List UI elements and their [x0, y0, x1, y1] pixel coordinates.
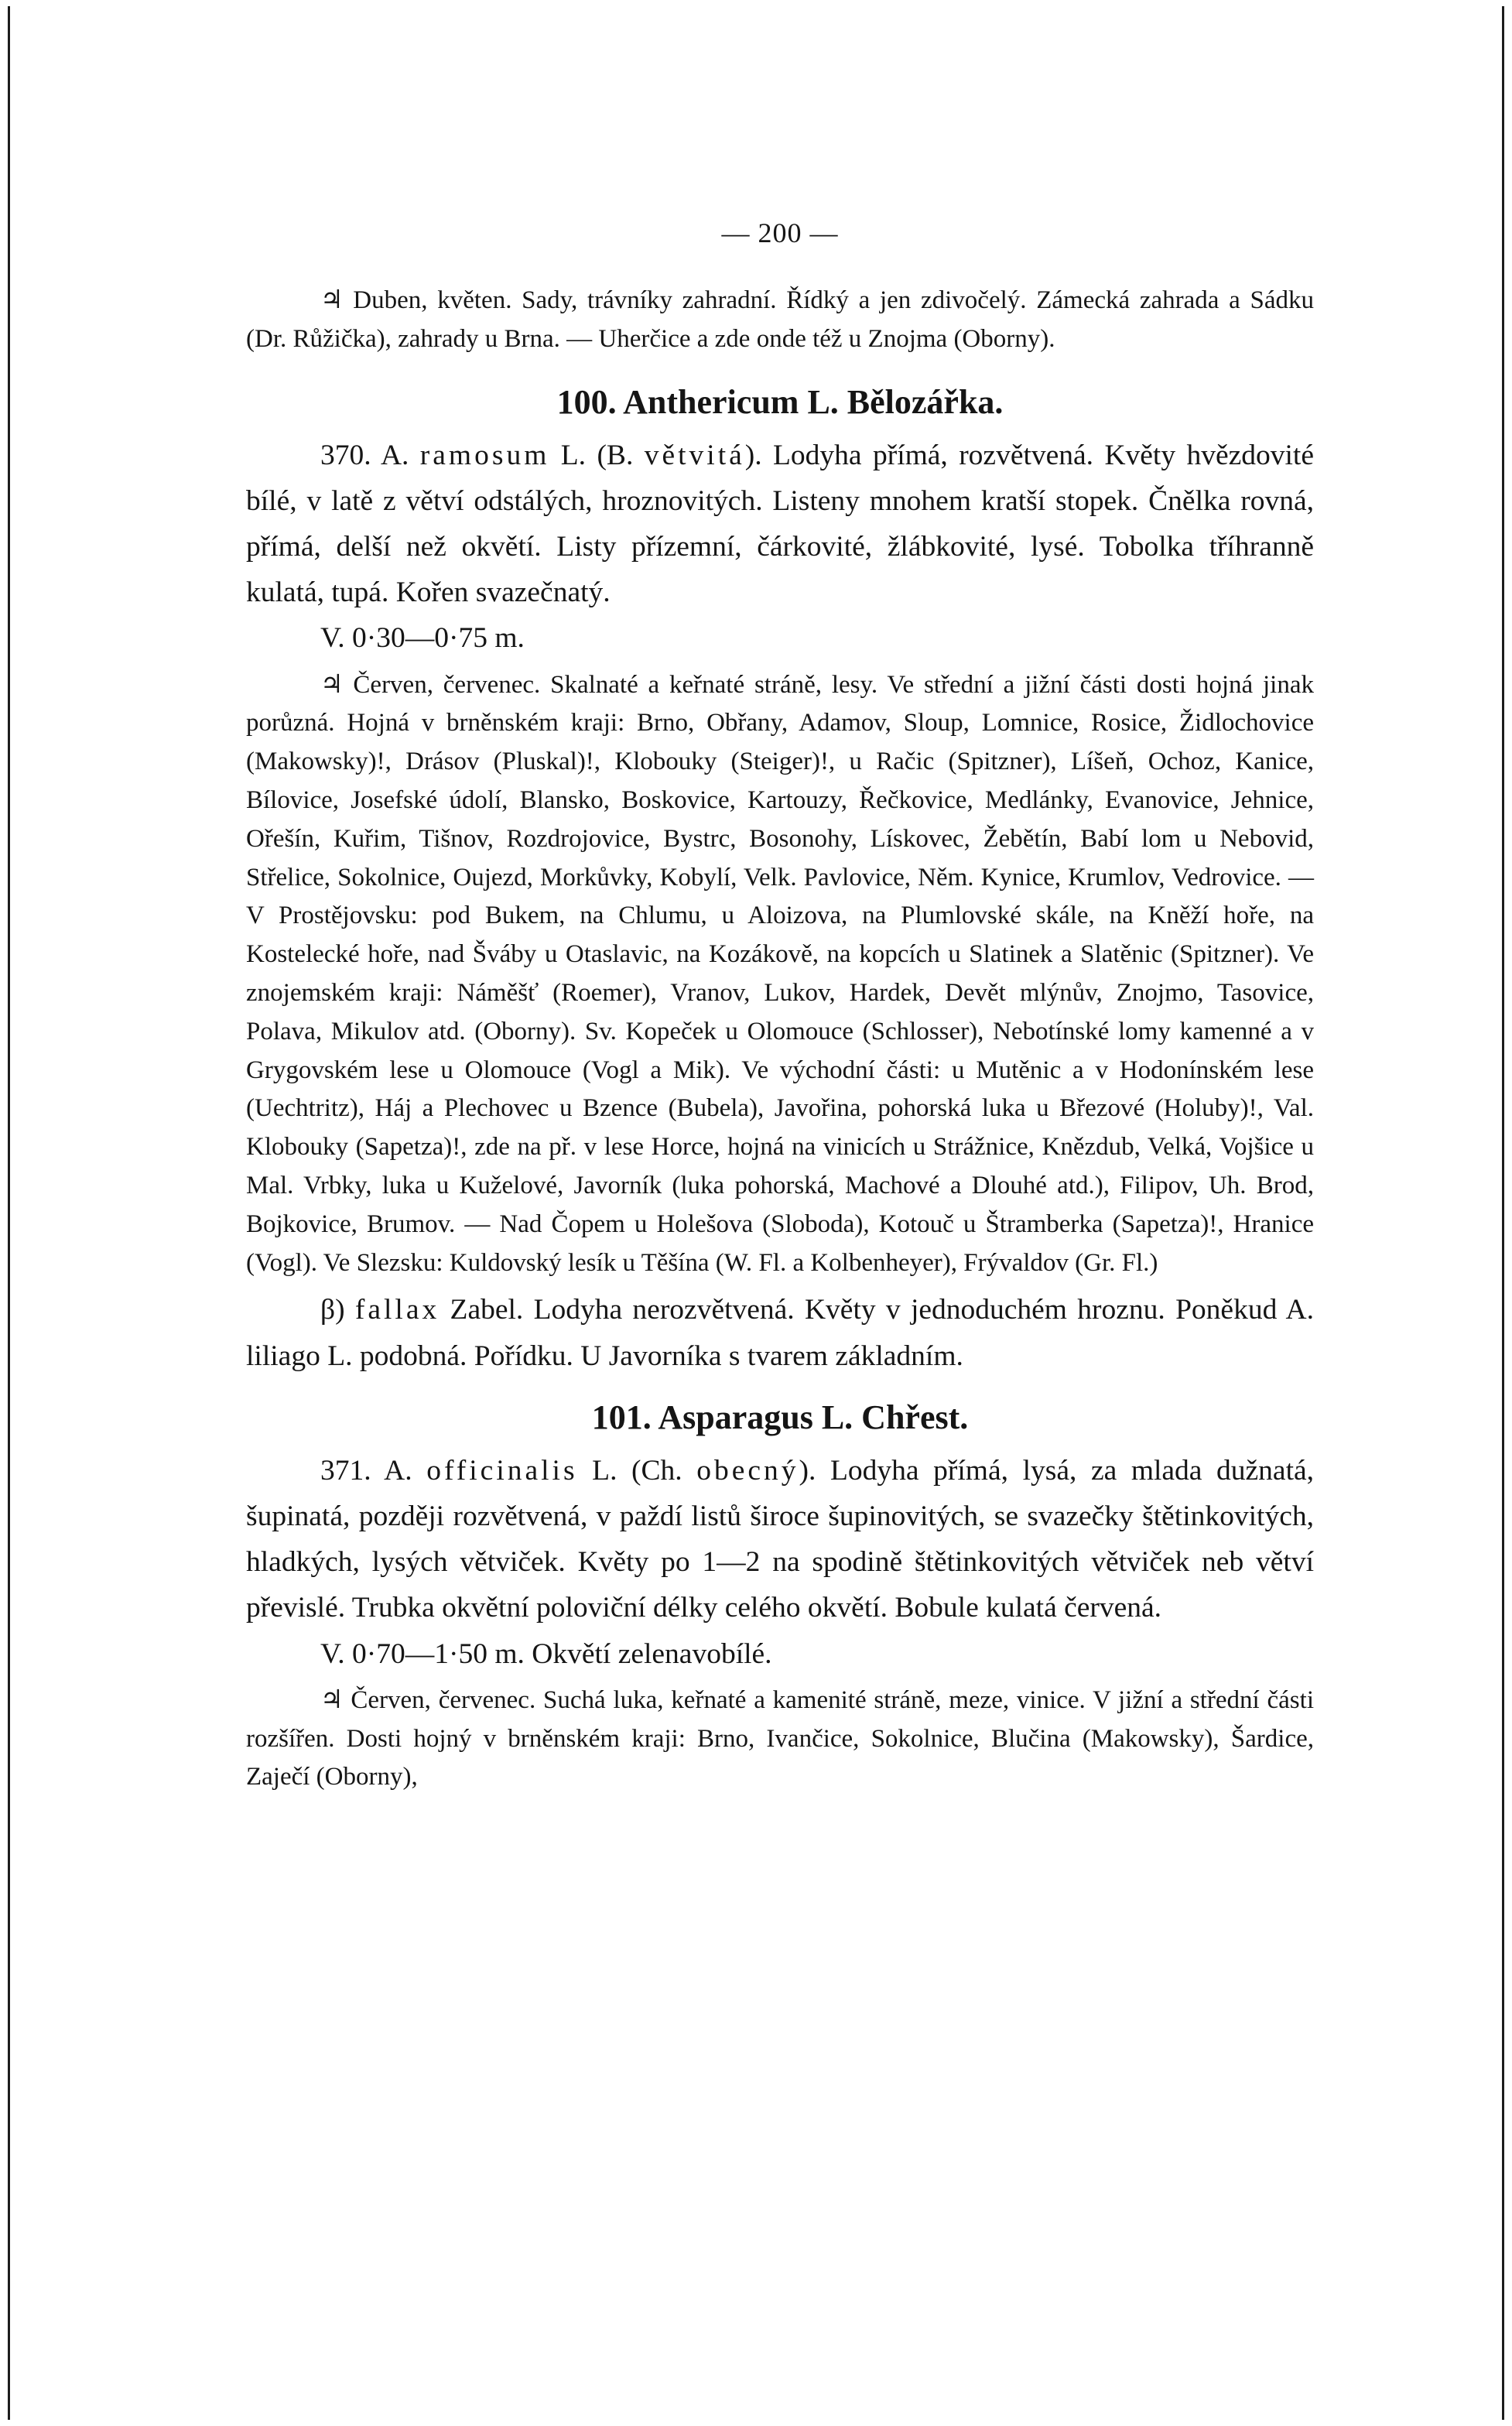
species-370-czech-epithet: větvitá	[644, 439, 745, 471]
species-371-author: L. (Ch.	[592, 1454, 682, 1487]
variety-beta-paragraph	[246, 1287, 1314, 1378]
intro-paragraph: ♃ Duben, květen. Sady, trávníky zahradní. Řídký a jen zdivočelý. Zámecká zahrada a Sádku (Dr. Růžička), zahrady u Brna. — Uherčice a zde onde též u Znojma (Oborny).	[246, 286, 1314, 353]
species-370-size: V. 0·30—0·75 m.	[320, 622, 525, 655]
species-370-text: ). Lodyha přímá, rozvětvená. Květy hvězdovité bílé, v latě z větví odstálých, hroznovitých. Listeny mnohem kratší stopek. Čnělka rovná, přímá, delší než okvětí. Listy přízemní, čárkovité, žlábkovité, lysé. Tobolka tříhranně kulatá, tupá. Kořen svazečnatý.	[246, 439, 1314, 609]
genus-heading-asparagus: 101. Asparagus L. Chřest.	[591, 1398, 969, 1436]
species-371-czech-epithet: obecný	[696, 1454, 799, 1487]
species-371-size: V. 0·70—1·50 m. Okvětí zelenavobílé.	[320, 1637, 772, 1670]
page-content	[246, 217, 1314, 1797]
species-370-epithet: ramosum	[419, 439, 550, 471]
species-370-author: L. (B.	[560, 439, 634, 471]
species-371-text: ). Lodyha přímá, lysá, za mlada dužnatá, šupinatá, později rozvětvená, v paždí listů široce šupinovitých, se svazečky štětinkovitých, hladkých, lysých větviček. Květy po 1—2 na spodině štětinkovitých větviček neb větví převislé. Trubka okvětní poloviční délky celého okvětí. Bobule kulatá červená.	[246, 1454, 1315, 1624]
species-371-epithet: officinalis	[426, 1454, 578, 1487]
variety-beta-name: fallax	[354, 1294, 440, 1326]
genus-heading-anthericum: 100. Anthericum L. Bělozářka.	[556, 382, 1004, 421]
species-371-distribution: ♃ Červen, červenec. Suchá luka, keřnaté a kamenité stráně, meze, vinice. V jižní a střední části rozšířen. Dosti hojný v brněnském kraji: Brno, Ivančice, Sokolnice, Blučina (Makowsky), Šardice, Zaječí (Oborny),	[246, 1685, 1314, 1791]
species-370-distribution: ♃ Červen, červenec. Skalnaté a keřnaté stráně, lesy. Ve střední a jižní části dosti hojná jinak porůzná. Hojná v brněnském kraji: Brno, Obřany, Adamov, Sloup, Lomnice, Rosice, Židlochovice (Makowsky)!, Drásov (Pluskal)!, Klobouky (Steiger)!, u Račic (Spitzner), Líšeň, Ochoz, Kanice, Bílovice, Josefské údolí, Blansko, Boskovice, Kartouzy, Řečkovice, Medlánky, Evanovice, Jehnice, Ořešín, Kuřim, Tišnov, Rozdrojovice, Bystrc, Bosonohy, Lískovec, Žebětín, Babí lom u Nebovid, Střelice, Sokolnice, Oujezd, Morkůvky, Kobylí, Velk. Pavlovice, Něm. Kynice, Krumlov, Vedrovice. — V Prostějovsku: pod Bukem, na Chlumu, u Aloizova, na Plumlovské skále, na Kněží hoře, na Kostelecké hoře, nad Šváby u Otaslavic, na Kozákově, na kopcích u Slatinek a Slatěnic (Spitzner). Ve znojemském kraji: Náměšť (Roemer), Vranov, Lukov, Hardek, Devět mlýnův, Znojmo, Tasovice, Polava, Mikulov atd. (Oborny). Sv. Kopeček u Olomouce (Schlosser), Nebotínské lomy kamenné a v Grygovském lese u Olomouce (Vogl a Mik). Ve východní části: u Mutěnic a v Hodonínském lese (Uechtritz), Háj a Plechovec u Bzence (Bubela), Javořina, pohorská luka u Březové (Holuby)!, Val. Klobouky (Sapetza)!, zde na př. v lese Horce, hojná na vinicích u Strážnice, Knězdub, Velká, Vojšice u Mal. Vrbky, luka u Kuželové, Javorník (luka pohorská, Machové a Dlouhé atd.), Filipov, Uh. Brod, Bojkovice, Brumov. — Nad Čopem u Holešova (Sloboda), Kotouč u Štramberka (Sapetza)!, Hranice (Vogl). Ve Slezsku: Kuldovský lesík u Těšína (W. Fl. a Kolbenheyer), Frývaldov (Gr. Fl.)	[246, 670, 1314, 1277]
species-370-number: 370. A.	[320, 439, 409, 471]
variety-beta-text: Zabel. Lodyha nerozvětvená. Květy v jednoduchém hroznu. Poněkud A. liliago L. podobná. Pořídku. U Javorníka s tvarem základním.	[246, 1294, 1314, 1372]
variety-beta-label: β)	[320, 1294, 345, 1326]
species-371-description	[246, 1448, 1314, 1631]
species-370-description	[246, 433, 1314, 616]
page-number: — 200 —	[721, 217, 839, 248]
species-371-number: 371. A.	[320, 1454, 412, 1487]
